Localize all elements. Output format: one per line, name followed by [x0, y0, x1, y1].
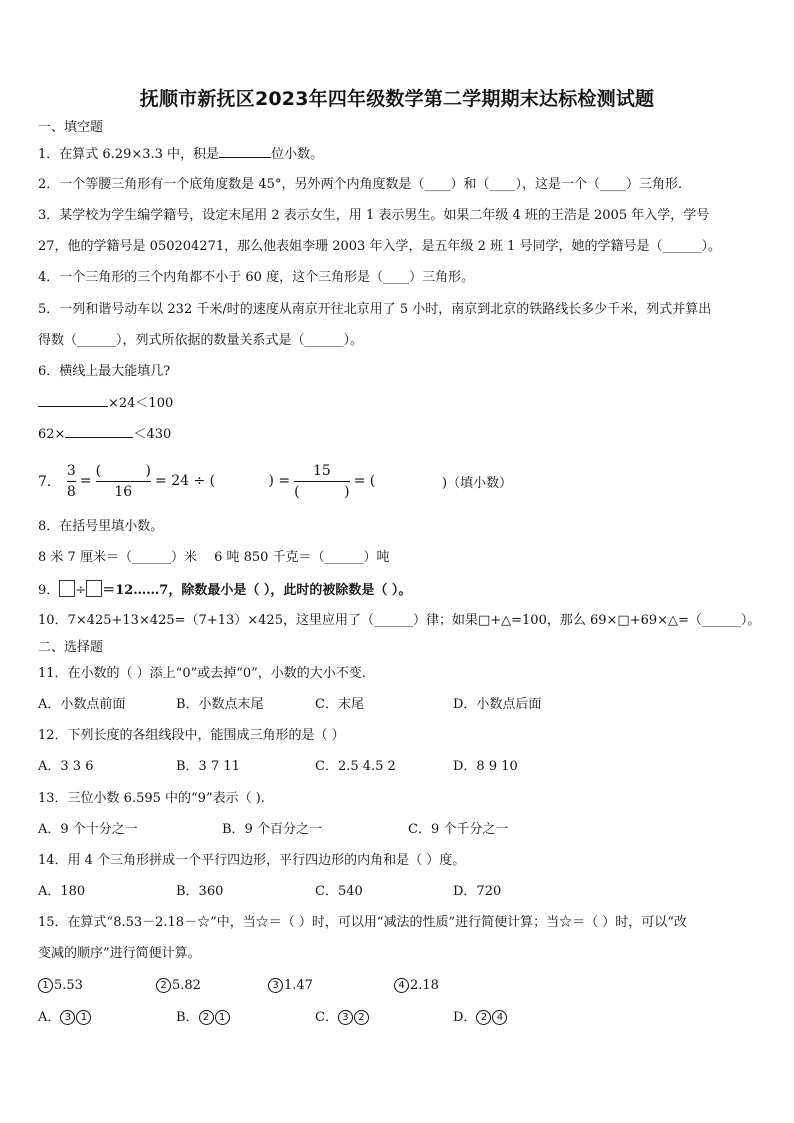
- circled-number: 3: [268, 978, 283, 993]
- item-value: 2.18: [410, 978, 439, 993]
- question-3-line-1: 3．某学校为学生编学籍号，设定末尾用 2 表示女生，用 1 表示男生。如果二年级 4 班的王浩是 2005 年入学，学号: [38, 208, 710, 223]
- question-14: 14．用 4 个三角形拼成一个平行四边形，平行四边形的内角和是（ ）度。: [38, 853, 466, 868]
- circled-number: 4: [492, 1010, 507, 1025]
- page-title: 抚顺市新抚区2023年四年级数学第二学期期末达标检测试题: [139, 88, 655, 110]
- question-15-line-1: 15．在算式“8.53－2.18－☆”中，当☆＝（ ）时，可以用“减法的性质”进行简便计算；当☆＝（ ）时，可以“改: [38, 915, 687, 930]
- circled-number: 2: [156, 978, 171, 993]
- circled-number: 1: [38, 978, 53, 993]
- question-6b-suffix: ＜430: [133, 427, 172, 442]
- question-15-items: [38, 977, 758, 995]
- circled-number: 2: [199, 1010, 214, 1025]
- circled-number: 4: [394, 978, 409, 993]
- equals-sign: ) =: [268, 473, 291, 489]
- section-fill-blank: 一、填空题: [38, 120, 104, 135]
- option-b[interactable]: B．9 个百分之一: [222, 822, 322, 837]
- option-d[interactable]: D．720: [453, 884, 502, 899]
- answer-blank[interactable]: [65, 425, 133, 438]
- question-1: [38, 145, 323, 164]
- question-13: 13．三位小数 6.595 中的“9”表示（ ).: [38, 791, 265, 806]
- item-2: [156, 977, 201, 995]
- option-a[interactable]: A．180: [38, 884, 86, 899]
- option-letter: A．: [38, 1010, 61, 1025]
- fraction-numerator[interactable]: ( ): [95, 462, 152, 479]
- equals-sign: = (: [353, 473, 376, 489]
- question-15-options: [38, 1009, 758, 1027]
- question-9-text: ＝12……7，除数最小是（ ），此时的被除数是（ ）。: [102, 583, 412, 598]
- option-d[interactable]: [453, 1009, 508, 1027]
- option-c[interactable]: C．末尾: [315, 697, 364, 712]
- circled-number: 3: [60, 1010, 75, 1025]
- question-7-suffix: )（填小数）: [442, 475, 513, 491]
- fraction-denominator: 16: [114, 483, 133, 500]
- question-6: 6．横线上最大能填几?: [38, 364, 171, 379]
- fraction-numerator: 15: [312, 462, 331, 479]
- option-a[interactable]: A．9 个十分之一: [38, 822, 138, 837]
- answer-blank[interactable]: [215, 473, 268, 489]
- question-9-label: 9．: [38, 583, 60, 598]
- option-a[interactable]: [38, 1009, 92, 1027]
- fraction-15-blank: [294, 461, 349, 502]
- question-12-options: [38, 758, 758, 776]
- question-7-label: 7．: [38, 474, 61, 490]
- question-7: [38, 458, 512, 504]
- question-5-line-2: 得数（______），列式所依据的数量关系式是（______）。: [38, 333, 364, 348]
- option-a[interactable]: A．小数点前面: [38, 697, 126, 712]
- option-b[interactable]: B．3 7 11: [176, 759, 240, 774]
- question-1-text: 1．在算式 6.29×3.3 中，积是: [38, 147, 220, 162]
- question-3-line-2: 27，他的学籍号是 050204271，那么他表姐李珊 2003 年入学，是五年级 2 班 1 号同学，她的学籍号是（______）。: [38, 239, 722, 254]
- question-10: 10．7×425+13×425=（7+13）×425，这里应用了（______）律；如果□+△=100，那么 69×□+69×△=（______）。: [38, 613, 761, 628]
- question-1-suffix: 位小数。: [271, 147, 324, 162]
- dividend-box[interactable]: [59, 580, 75, 597]
- question-4: 4．一个三角形的三个内角都不小于 60 度，这个三角形是（____）三角形。: [38, 270, 475, 285]
- circled-number: 2: [354, 1010, 369, 1025]
- fraction-blank-16: [96, 461, 151, 502]
- fraction-3-8: [67, 461, 76, 502]
- question-12: 12．下列长度的各组线段中，能围成三角形的是（ ）: [38, 728, 345, 743]
- item-value: 1.47: [284, 978, 313, 993]
- option-b[interactable]: [176, 1009, 231, 1027]
- option-b[interactable]: B．小数点末尾: [176, 697, 264, 712]
- item-3: [268, 977, 313, 995]
- option-c[interactable]: C．9 个千分之一: [408, 822, 509, 837]
- division-expression: = 24 ÷ (: [155, 473, 216, 489]
- option-letter: D．: [453, 1010, 477, 1025]
- option-letter: B．: [176, 1010, 199, 1025]
- option-c[interactable]: C．540: [315, 884, 363, 899]
- option-d[interactable]: D．8 9 10: [453, 759, 518, 774]
- item-value: 5.82: [172, 978, 201, 993]
- item-4: [394, 977, 439, 995]
- section-multiple-choice: 二、选择题: [38, 640, 104, 655]
- fraction-numerator: 3: [66, 462, 76, 479]
- question-6a-text: ×24＜100: [108, 396, 174, 411]
- question-11: 11．在小数的（ ）添上“0”或去掉“0”，小数的大小不变.: [38, 666, 366, 681]
- question-6b-prefix: 62×: [38, 427, 66, 442]
- question-6b: [38, 425, 171, 444]
- circled-number: 3: [338, 1010, 353, 1025]
- option-a[interactable]: A．3 3 6: [38, 759, 94, 774]
- fraction-denominator: 8: [66, 483, 76, 500]
- question-8a: 8 米 7 厘米＝（______）米 6 吨 850 千克＝（______）吨: [38, 550, 390, 565]
- question-6a: [38, 394, 173, 413]
- question-11-options: [38, 696, 758, 714]
- option-letter: C．: [315, 1010, 338, 1025]
- question-2: 2．一个等腰三角形有一个底角度数是 45°，另外两个内角度数是（____）和（____），这是一个（____）三角形.: [38, 177, 683, 192]
- equals-sign: =: [79, 473, 92, 489]
- answer-blank[interactable]: [375, 473, 442, 489]
- question-15-line-2: 变减的顺序”进行简便计算。: [38, 946, 201, 961]
- divisor-box[interactable]: [86, 580, 102, 597]
- answer-blank[interactable]: [38, 394, 108, 407]
- circled-number: 1: [215, 1010, 230, 1025]
- circled-number: 2: [476, 1010, 491, 1025]
- option-d[interactable]: D．小数点后面: [453, 697, 542, 712]
- question-8: 8．在括号里填小数。: [38, 519, 164, 534]
- answer-blank[interactable]: [219, 145, 271, 158]
- option-c[interactable]: [315, 1009, 370, 1027]
- item-value: 5.53: [54, 978, 83, 993]
- option-b[interactable]: B．360: [176, 884, 224, 899]
- question-5-line-1: 5．一列和谐号动车以 232 千米/时的速度从南京开往北京用了 5 小时，南京到北京的铁路线长多少千米，列式并算出: [38, 302, 712, 317]
- division-sign: ÷: [75, 583, 87, 598]
- question-9: [38, 580, 411, 600]
- question-14-options: [38, 883, 758, 901]
- circled-number: 1: [76, 1010, 91, 1025]
- item-1: [38, 977, 83, 995]
- question-13-options: [38, 821, 758, 839]
- option-c[interactable]: C．2.5 4.5 2: [315, 759, 396, 774]
- fraction-denominator[interactable]: ( ): [294, 483, 350, 500]
